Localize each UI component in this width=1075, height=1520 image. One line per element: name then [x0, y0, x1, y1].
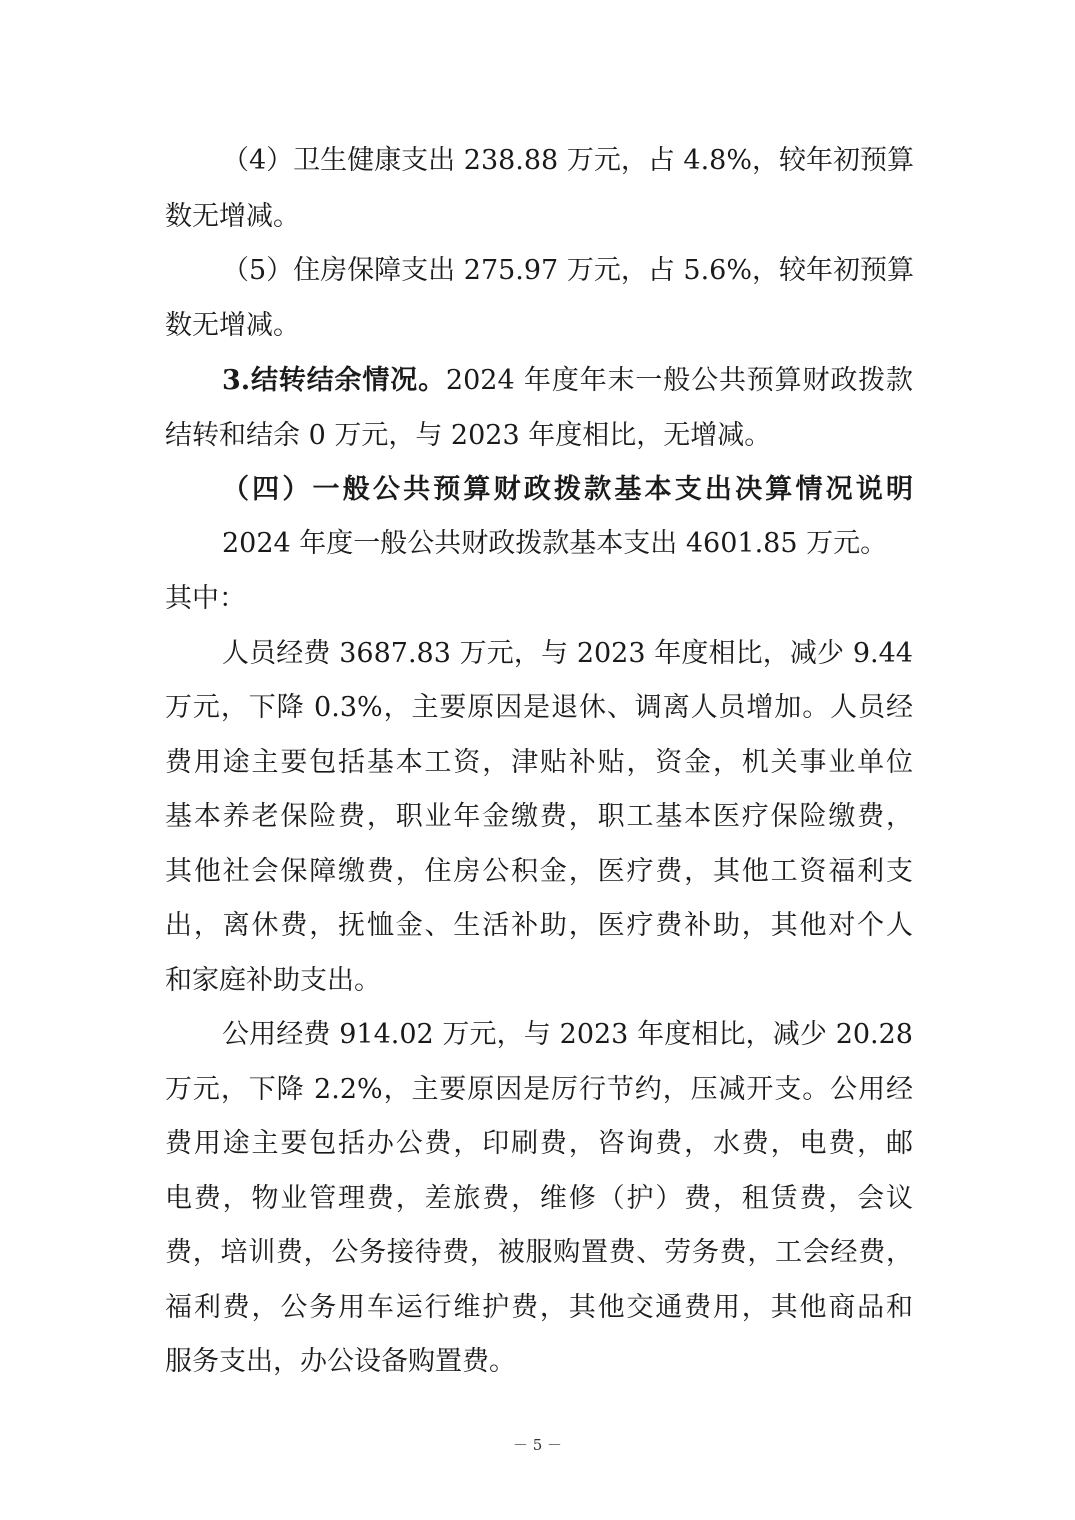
- carryover-line-1: [222, 361, 913, 401]
- public-expense-line-5: 费，培训费，公务接待费，被服购置费、劳务费，工会经费，: [165, 1237, 913, 1268]
- basic-expenditure-line-1: 2024 年度一般公共财政拨款基本支出 4601.85 万元。: [222, 528, 888, 559]
- public-expense-line-1: 公用经费 914.02 万元，与 2023 年度相比，减少 20.28: [222, 1019, 913, 1050]
- housing-expenditure-line-2: 数无增减。: [165, 310, 300, 341]
- public-expense-line-3: 费用途主要包括办公费，印刷费，咨询费，水费，电费，邮: [165, 1128, 913, 1159]
- health-expenditure-line-1: （4）卫生健康支出 238.88 万元，占 4.8%，较年初预算: [222, 145, 914, 176]
- personnel-expense-line-6: 出，离休费，抚恤金、生活补助，医疗费补助，其他对个人: [165, 910, 913, 941]
- personnel-expense-line-3: 费用途主要包括基本工资，津贴补贴，资金，机关事业单位: [165, 747, 913, 778]
- carryover-line-1-rest: 2024 年度年末一般公共预算财政拨款: [445, 365, 913, 396]
- page-number: － 5 －: [512, 1436, 563, 1454]
- section-heading: （四）一般公共预算财政拨款基本支出决算情况说明: [222, 474, 913, 505]
- personnel-expense-line-7: 和家庭补助支出。: [165, 965, 381, 996]
- health-expenditure-line-2: 数无增减。: [165, 201, 300, 232]
- carryover-line-2: 结转和结余 0 万元，与 2023 年度相比，无增减。: [165, 420, 772, 451]
- personnel-expense-line-2: 万元，下降 0.3%，主要原因是退休、调离人员增加。人员经: [165, 692, 913, 723]
- personnel-expense-line-4: 基本养老保险费，职业年金缴费，职工基本医疗保险缴费，: [165, 801, 913, 832]
- public-expense-line-4: 电费，物业管理费，差旅费，维修（护）费，租赁费，会议: [165, 1183, 913, 1214]
- basic-expenditure-line-2: 其中：: [165, 583, 246, 614]
- public-expense-line-2: 万元，下降 2.2%，主要原因是厉行节约，压减开支。公用经: [165, 1074, 913, 1105]
- personnel-expense-line-5: 其他社会保障缴费，住房公积金，医疗费，其他工资福利支: [165, 856, 913, 887]
- carryover-lead: 3.结转结余情况。: [222, 365, 446, 396]
- housing-expenditure-line-1: （5）住房保障支出 275.97 万元，占 5.6%，较年初预算: [222, 255, 914, 286]
- public-expense-line-6: 福利费，公务用车运行维护费，其他交通费用，其他商品和: [165, 1292, 913, 1323]
- public-expense-line-7: 服务支出，办公设备购置费。: [165, 1346, 516, 1377]
- personnel-expense-line-1: 人员经费 3687.83 万元，与 2023 年度相比，减少 9.44: [222, 638, 913, 669]
